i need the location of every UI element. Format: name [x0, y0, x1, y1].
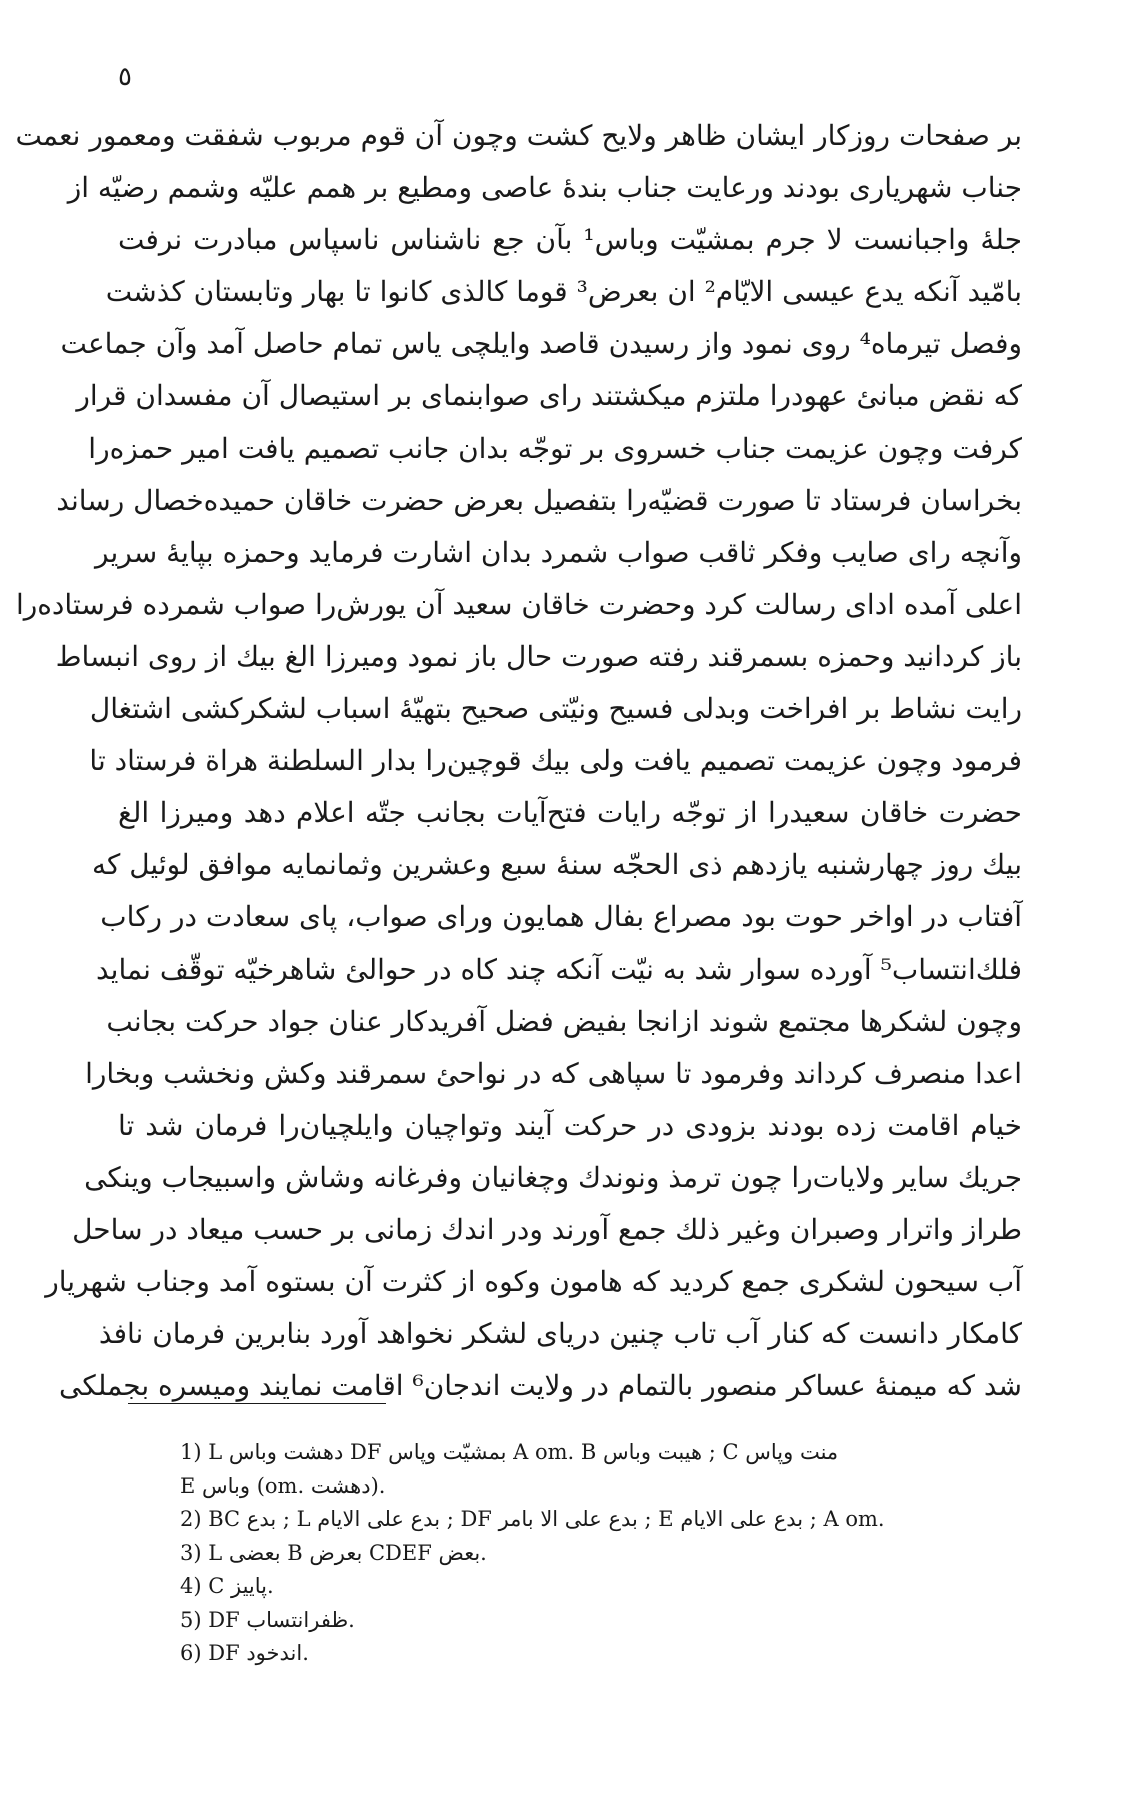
text-line: کرفت وچون عزیمت جناب خسروی بر توجّه بدان جانب تصمیم یافت امیر حمزه‌را [88, 431, 1022, 465]
footnote: 4) C پاییز. [180, 1574, 274, 1598]
text-line: جناب شهریاری بودند ورعایت جناب بندهٔ عاصی ومطیع بر همم علیّه وشمم رضیّه از [67, 171, 1022, 205]
footnote: 5) DF ظفرانتساب. [180, 1607, 355, 1632]
text-line: جلهٔ واجبانست لا جرم بمشیّت وباس¹ بآن جع ناشناس ناسپاس مبادرت نرفت [118, 223, 1023, 257]
main-text-block [15, 110, 1023, 1412]
text-line: بر صفحات روزکار ایشان ظاهر ولایح کشت وچون آن قوم مربوب شفقت ومعمور نعمت [15, 119, 1022, 152]
text-line: وفصل تیرماه⁴ روی نمود واز رسیدن قاصد وایلچی یاس تمام حاصل آمد وآن جماعت [60, 327, 1022, 361]
text-line: بخراسان فرستاد تا صورت قضیّه‌را بتفصیل بعرض حضرت خاقان حمیده‌خصال رساند [56, 483, 1022, 517]
footnote: 3) L بعضی B بعرض CDEF بعض. [180, 1540, 487, 1565]
footnote: 2) BC بدع ; L بدع علی الایام ; DF بدع علی الا بامر ; E بدع علی الایام ; A om. [180, 1507, 885, 1531]
text-line: بیك روز چهارشنبه یازدهم ذی الحجّه سنهٔ سبع وعشرین وثمانمایه موافق لوئیل که [91, 848, 1022, 882]
text-line: طراز واترار وصبران وغیر ذلك جمع آورند ودر اندك زمانی بر حسب میعاد در ساحل [72, 1212, 1022, 1246]
text-line: شد که میمنهٔ عساکر منصور بالتمام در ولایت اندجان⁶ اقامت نمایند ومیسره بجملکی [59, 1369, 1022, 1403]
text-line: که نقض مبانئ عهودرا ملتزم میکشتند رای صوابنمای بر استیصال آن مفسدان قرار [76, 379, 1022, 413]
text-line: کامکار دانست که کنار آب تاب چنین دریای لشکر نخواهد آورد بنابرین فرمان نافذ [98, 1317, 1022, 1351]
footnote: E وباس (om. دهشت). [180, 1473, 386, 1498]
text-line: حضرت خاقان سعیدرا از توجّه رایات فتح‌آیات بجانب جتّه اعلام دهد ومیرزا الغ [118, 796, 1022, 830]
text-line: فلك‌انتساب⁵ آورده سوار شد به نیّت آنکه چند کاه در حوالئ شاهرخیّه توقّف نماید [95, 952, 1022, 986]
text-line: باز کردانید وحمزه بسمرقند رفته صورت حال باز نمود ومیرزا الغ بیك از روی انبساط [55, 639, 1022, 673]
page-number: ٥ [118, 62, 132, 92]
footnote: 1) L دهشت وباس DF بمشیّت وپاس A om. B هیبت وباس ; C منت وپاس [180, 1440, 839, 1464]
text-line: وآنچه رای صایب وفکر ثاقب صواب شمرد بدان اشارت فرماید وحمزه بپایهٔ سریر [95, 535, 1022, 569]
text-line: بامّید آنکه یدع عیسی الایّام² ان بعرض³ قوما کالذی کانوا تا بهار وتابستان کذشت [105, 275, 1022, 309]
text-line: جریك سایر ولایات‌را چون ترمذ ونوندك وچغانیان وفرغانه وشاش واسبیجاب وینکی [84, 1160, 1022, 1194]
text-line: آفتاب در اواخر حوت بود مصراع بفال همایون ورای صواب، پای سعادت در رکاب [100, 900, 1022, 934]
text-line: آب سیحون لشکری جمع کردید که هامون وکوه از کثرت آن بستوه آمد وجناب شهریار [45, 1265, 1022, 1299]
text-line: فرمود وچون عزیمت تصمیم یافت ولی بیك قوچین‌را بدار السلطنة هراة فرستاد تا [89, 744, 1022, 778]
footnote-separator [128, 1403, 386, 1404]
footnote: 6) DF اندخود. [180, 1641, 309, 1665]
text-line: خیام اقامت زده بودند بزودی در حرکت آیند وتواچیان وایلچیان‌را فرمان شد تا [118, 1108, 1022, 1142]
text-line: وچون لشکرها مجتمع شوند ازانجا بفیض فضل آفریدکار عنان جواد حرکت بجانب [106, 1004, 1022, 1038]
footnotes-block [180, 1436, 1022, 1671]
text-line: رایت نشاط بر افراخت وبدلی فسیح ونیّتی صحیح بتهیّهٔ اسباب لشکرکشی اشتغال [89, 692, 1022, 726]
text-line: اعدا منصرف کرداند وفرمود تا سپاهی که در نواحئ سمرقند وکش ونخشب وبخارا [85, 1056, 1022, 1090]
text-line: اعلی آمده ادای رسالت کرد وحضرت خاقان سعید آن یورش‌را صواب شمرده فرستاده‌را [15, 587, 1022, 621]
